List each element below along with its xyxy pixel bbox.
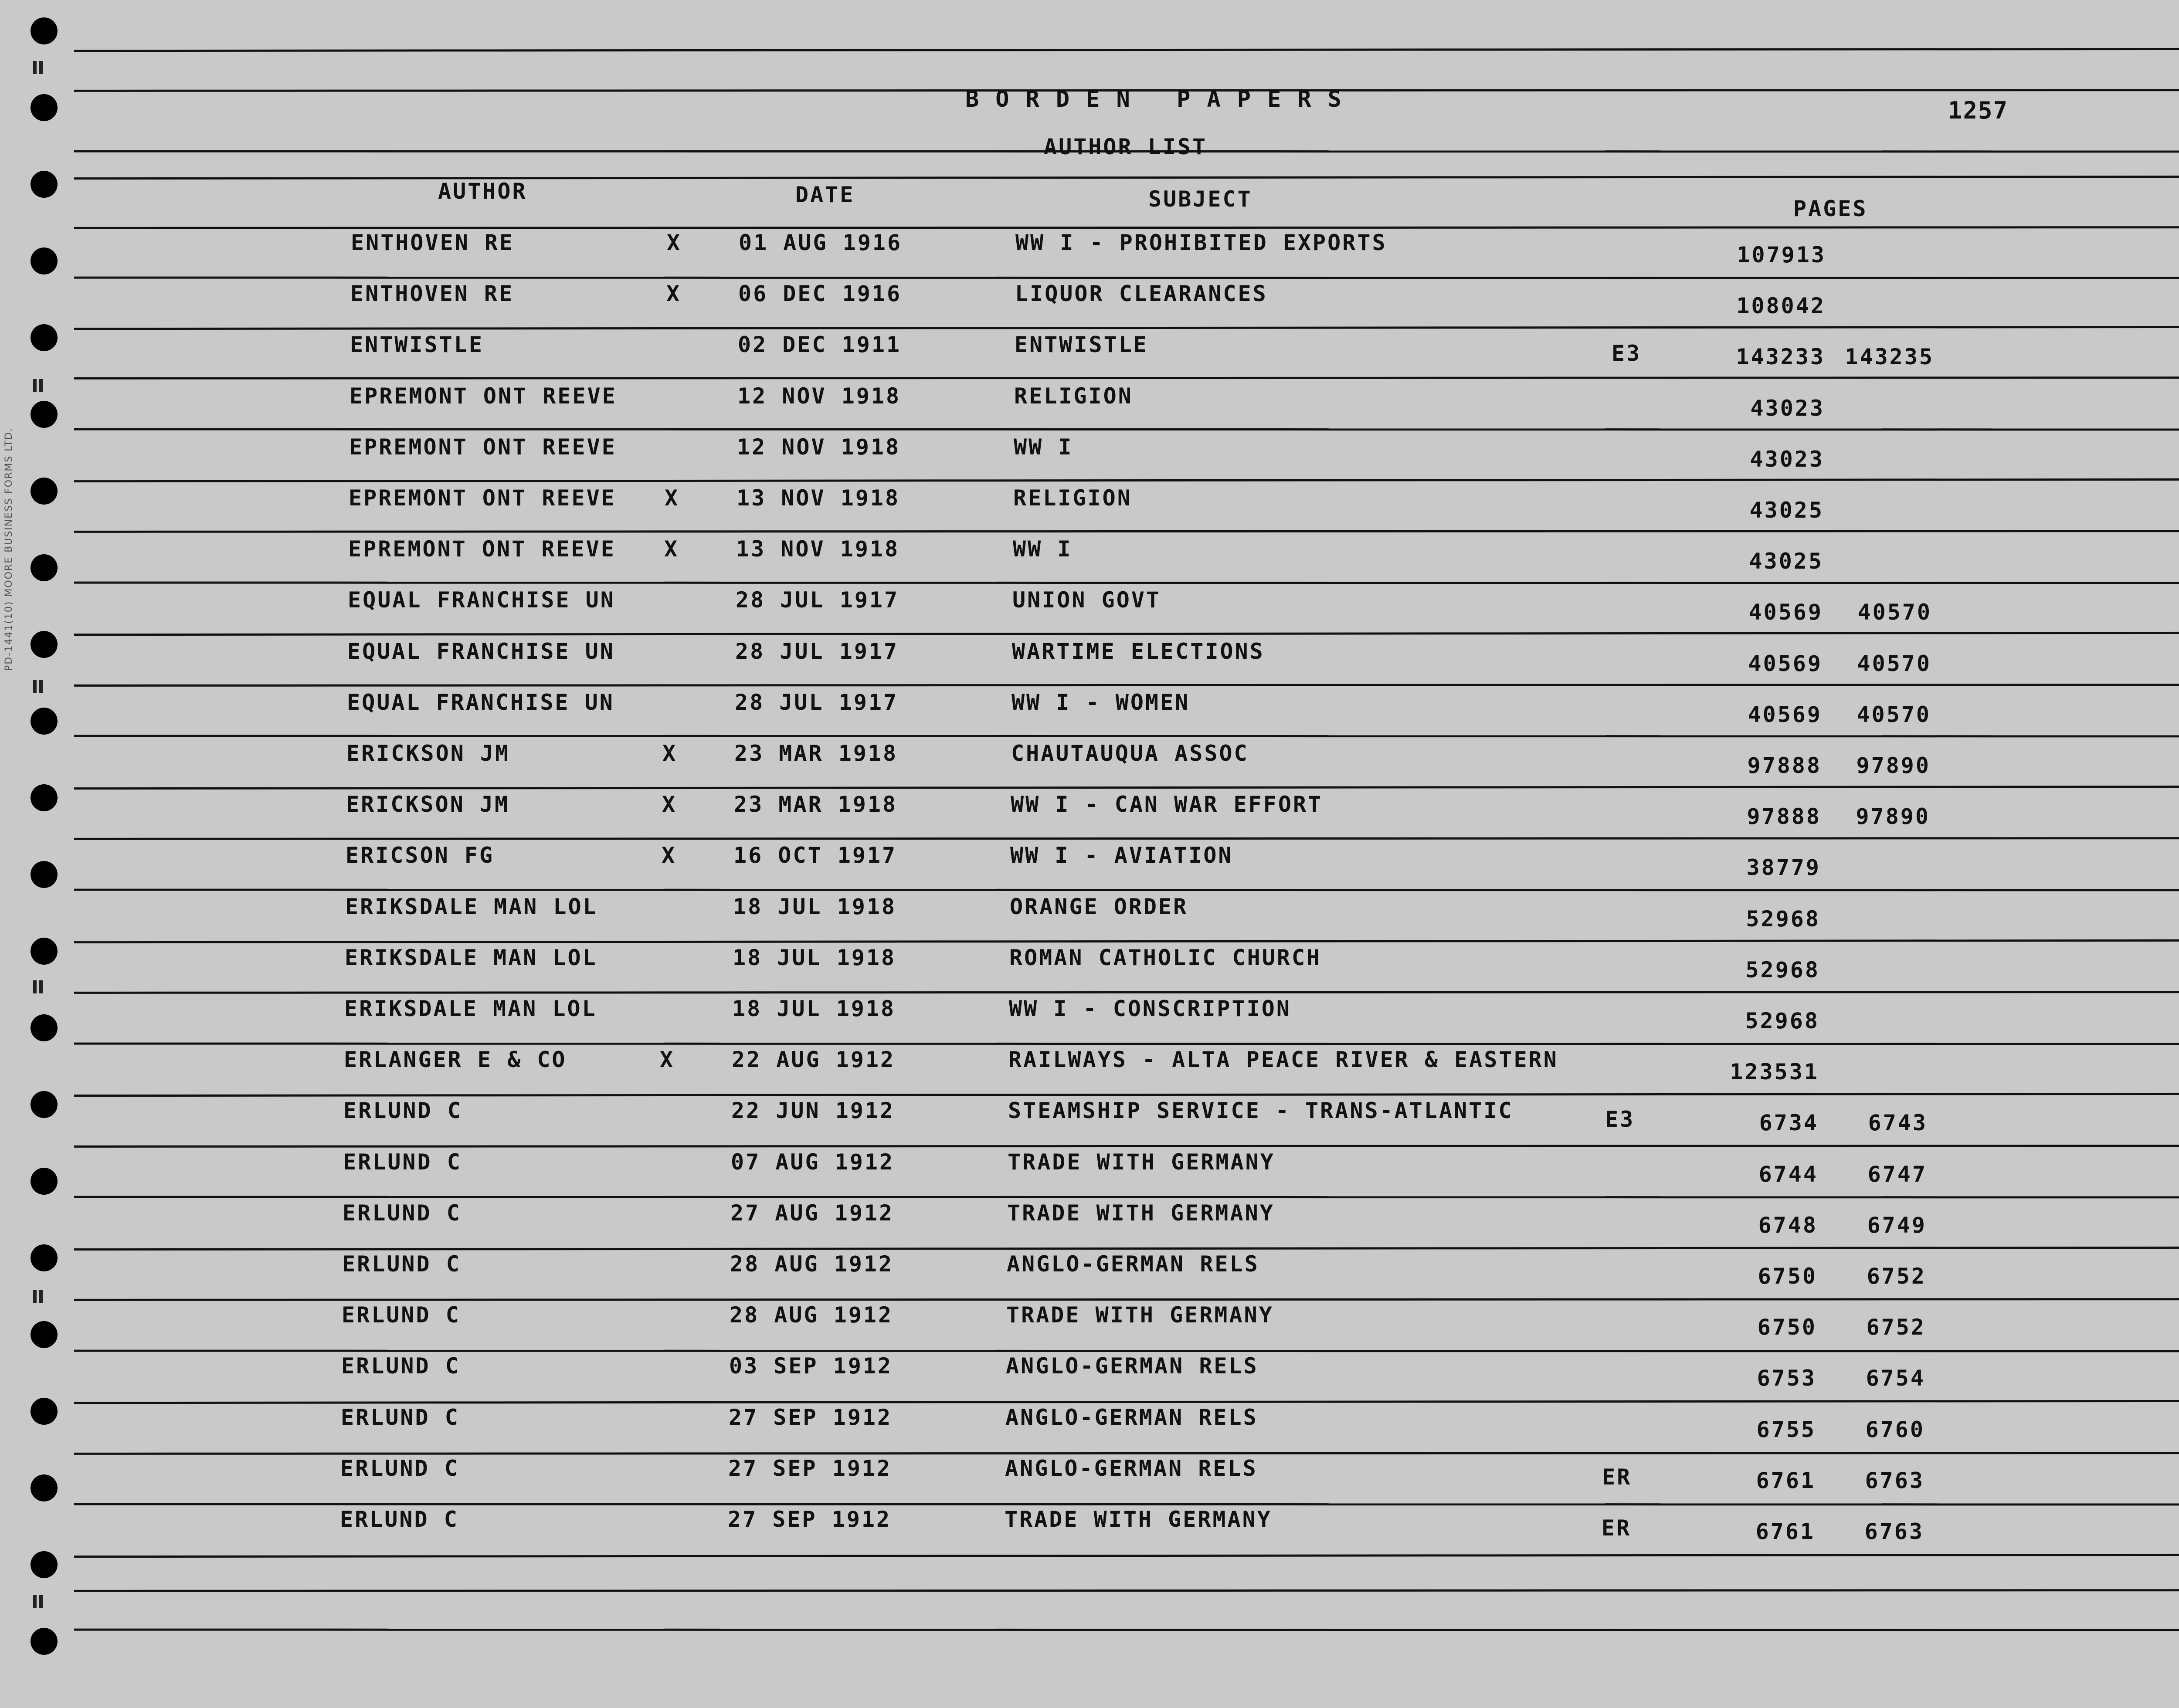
subject-cell: ANGLO-GERMAN RELS bbox=[1006, 1353, 1259, 1379]
column-header-pages: PAGES bbox=[1793, 196, 1868, 221]
subject-cell: WW I - AVIATION bbox=[1010, 843, 1233, 868]
date-cell: 27 AUG 1912 bbox=[730, 1200, 894, 1226]
subject-cell: RAILWAYS - ALTA PEACE RIVER & EASTERN bbox=[1008, 1047, 1558, 1073]
page-start-cell: 52968 bbox=[1745, 957, 1820, 983]
subject-cell: TRADE WITH GERMANY bbox=[1006, 1302, 1274, 1328]
page-start-cell: 43023 bbox=[1750, 395, 1825, 421]
ruled-line bbox=[74, 176, 2179, 180]
author-cell: ERIKSDALE MAN LOL bbox=[345, 945, 597, 970]
page-end-cell: 6752 bbox=[1866, 1315, 1926, 1340]
date-cell: 13 NOV 1918 bbox=[737, 485, 900, 511]
author-cell: ENTWISTLE bbox=[350, 332, 484, 358]
page-start-cell: 6734 bbox=[1759, 1110, 1819, 1136]
date-cell: 13 NOV 1918 bbox=[736, 536, 900, 562]
subject-cell: ORANGE ORDER bbox=[1010, 894, 1188, 919]
table-row bbox=[0, 1200, 2179, 1251]
table-row bbox=[0, 1251, 2179, 1302]
page-start-cell: 40569 bbox=[1748, 651, 1823, 676]
author-cell: ERLUND C bbox=[341, 1404, 460, 1430]
page-end-cell: 40570 bbox=[1857, 600, 1932, 625]
sprocket-hole bbox=[31, 1628, 58, 1655]
page-end-cell: 40570 bbox=[1857, 702, 1931, 727]
table-row bbox=[0, 434, 2179, 485]
table-row bbox=[0, 1047, 2179, 1098]
table-row bbox=[0, 485, 2179, 536]
table-row bbox=[0, 996, 2179, 1047]
sprocket-hole bbox=[31, 17, 58, 44]
subject-cell: CHAUTAUQUA ASSOC bbox=[1011, 741, 1249, 766]
date-cell: 23 MAR 1918 bbox=[734, 741, 898, 766]
table-row bbox=[0, 690, 2179, 741]
subject-cell: WW I bbox=[1014, 434, 1073, 460]
table-row bbox=[0, 792, 2179, 843]
date-cell: 07 AUG 1912 bbox=[731, 1149, 895, 1175]
author-cell: ERLUND C bbox=[343, 1149, 462, 1175]
sprocket-hole bbox=[31, 94, 58, 121]
date-cell: 12 NOV 1918 bbox=[737, 434, 901, 460]
page-end-cell: 97890 bbox=[1856, 753, 1931, 778]
author-cell: ERLUND C bbox=[343, 1200, 462, 1226]
page-end-cell: 6743 bbox=[1868, 1110, 1928, 1136]
date-cell: 12 NOV 1918 bbox=[737, 383, 901, 409]
author-cell: ERLUND C bbox=[340, 1455, 459, 1481]
table-row bbox=[0, 741, 2179, 792]
page-start-cell: 6753 bbox=[1757, 1366, 1816, 1391]
page-start-cell: 38779 bbox=[1746, 855, 1821, 881]
page-end-cell: 6763 bbox=[1864, 1519, 1924, 1544]
date-cell: 03 SEP 1912 bbox=[729, 1353, 893, 1379]
page-start-cell: 6755 bbox=[1756, 1417, 1816, 1442]
table-row bbox=[0, 1405, 2179, 1456]
page-end-cell: 6749 bbox=[1867, 1212, 1927, 1238]
table-row bbox=[0, 587, 2179, 638]
author-cell: EQUAL FRANCHISE UN bbox=[347, 689, 614, 715]
author-cell: EPREMONT ONT REEVE bbox=[349, 485, 616, 511]
page-end-cell: 6752 bbox=[1867, 1264, 1926, 1289]
margin-note: PD-1441(10) MOORE BUSINESS FORMS LTD. bbox=[3, 427, 14, 671]
table-row bbox=[0, 1098, 2179, 1149]
author-cell: EQUAL FRANCHISE UN bbox=[348, 587, 615, 613]
date-cell: 06 DEC 1916 bbox=[738, 281, 902, 307]
document-subtitle: AUTHOR LIST bbox=[1044, 134, 1208, 159]
author-cell: EPREMONT ONT REEVE bbox=[348, 536, 616, 562]
x-mark-cell: X bbox=[662, 741, 678, 766]
subject-cell: LIQUOR CLEARANCES bbox=[1015, 281, 1268, 307]
subject-cell: ROMAN CATHOLIC CHURCH bbox=[1009, 945, 1322, 970]
table-row bbox=[0, 894, 2179, 945]
table-row bbox=[0, 1507, 2179, 1558]
page-start-cell: 43025 bbox=[1749, 549, 1823, 574]
table-row bbox=[0, 536, 2179, 587]
date-cell: 28 JUL 1917 bbox=[735, 689, 899, 715]
page-start-cell: 6748 bbox=[1758, 1212, 1818, 1238]
page-start-cell: 6761 bbox=[1755, 1519, 1815, 1544]
author-cell: ENTHOVEN RE bbox=[351, 230, 515, 255]
x-mark-cell: X bbox=[662, 843, 677, 868]
table-row bbox=[0, 1149, 2179, 1200]
date-cell: 28 AUG 1912 bbox=[730, 1302, 893, 1328]
date-cell: 02 DEC 1911 bbox=[738, 332, 902, 358]
date-cell: 28 JUL 1917 bbox=[735, 638, 899, 664]
page-number: 1257 bbox=[1948, 97, 2009, 124]
subject-cell: ANGLO-GERMAN RELS bbox=[1005, 1455, 1258, 1481]
subject-cell: WW I - CONSCRIPTION bbox=[1009, 996, 1291, 1021]
table-row bbox=[0, 383, 2179, 434]
date-cell: 18 JUL 1918 bbox=[732, 996, 896, 1021]
subject-cell: WW I - WOMEN bbox=[1011, 689, 1190, 715]
page-end-cell: 40570 bbox=[1857, 651, 1931, 676]
ruled-line bbox=[74, 1589, 2179, 1592]
author-cell: ERLUND C bbox=[340, 1507, 459, 1532]
author-cell: ERLUND C bbox=[342, 1251, 461, 1277]
table-row bbox=[0, 1353, 2179, 1404]
document-title: BORDEN PAPERS bbox=[965, 86, 1358, 112]
subject-cell: TRADE WITH GERMANY bbox=[1007, 1200, 1275, 1226]
x-mark-cell: X bbox=[667, 230, 682, 255]
page-start-cell: 107913 bbox=[1737, 242, 1826, 268]
x-mark-cell: X bbox=[662, 792, 677, 817]
subject-cell: TRADE WITH GERMANY bbox=[1005, 1507, 1272, 1532]
code-cell: E3 bbox=[1605, 1107, 1635, 1132]
author-cell: EPREMONT ONT REEVE bbox=[349, 434, 617, 460]
perforation-mark bbox=[32, 61, 44, 74]
table-row bbox=[0, 945, 2179, 996]
author-cell: ERICKSON JM bbox=[346, 792, 510, 817]
ruled-line bbox=[74, 1629, 2179, 1631]
sprocket-hole bbox=[31, 171, 58, 198]
date-cell: 16 OCT 1917 bbox=[733, 843, 897, 868]
ruled-line bbox=[74, 48, 2179, 52]
x-mark-cell: X bbox=[665, 485, 680, 511]
subject-cell: STEAMSHIP SERVICE - TRANS-ATLANTIC bbox=[1008, 1098, 1514, 1124]
author-cell: EQUAL FRANCHISE UN bbox=[347, 638, 615, 664]
date-cell: 23 MAR 1918 bbox=[734, 792, 898, 817]
page-start-cell: 97888 bbox=[1747, 753, 1822, 778]
table-row bbox=[0, 639, 2179, 690]
page-end-cell: 6763 bbox=[1865, 1467, 1924, 1493]
subject-cell: WW I - PROHIBITED EXPORTS bbox=[1015, 230, 1387, 255]
date-cell: 22 AUG 1912 bbox=[732, 1047, 896, 1073]
page-start-cell: 40569 bbox=[1748, 600, 1823, 625]
code-cell: E3 bbox=[1612, 341, 1642, 366]
x-mark-cell: X bbox=[660, 1047, 675, 1073]
ruled-line bbox=[74, 226, 2179, 229]
page-start-cell: 43023 bbox=[1750, 446, 1824, 472]
author-cell: ERIKSDALE MAN LOL bbox=[344, 996, 597, 1021]
column-header-subject: SUBJECT bbox=[1148, 186, 1252, 212]
page-end-cell: 6747 bbox=[1867, 1161, 1927, 1187]
date-cell: 01 AUG 1916 bbox=[739, 230, 903, 255]
page-start-cell: 108042 bbox=[1736, 293, 1826, 319]
author-cell: ERLUND C bbox=[342, 1302, 461, 1328]
subject-cell: UNION GOVT bbox=[1012, 587, 1161, 613]
subject-cell: WW I - CAN WAR EFFORT bbox=[1011, 792, 1323, 817]
subject-cell: TRADE WITH GERMANY bbox=[1008, 1149, 1275, 1175]
code-cell: ER bbox=[1602, 1515, 1632, 1541]
column-header-author: AUTHOR bbox=[438, 179, 527, 204]
page-end-cell: 97890 bbox=[1856, 804, 1930, 830]
page-end-cell: 143235 bbox=[1845, 344, 1934, 370]
page-start-cell: 6750 bbox=[1758, 1264, 1817, 1289]
perforation-mark bbox=[32, 1595, 44, 1608]
table-row bbox=[0, 230, 2179, 281]
author-cell: ERICSON FG bbox=[346, 843, 495, 868]
subject-cell: ANGLO-GERMAN RELS bbox=[1007, 1251, 1259, 1277]
column-header-date: DATE bbox=[795, 182, 855, 207]
page-start-cell: 143233 bbox=[1736, 344, 1825, 370]
page-start-cell: 40569 bbox=[1748, 702, 1822, 727]
code-cell: ER bbox=[1602, 1464, 1632, 1490]
page-end-cell: 6760 bbox=[1865, 1417, 1925, 1442]
date-cell: 18 JUL 1918 bbox=[733, 894, 897, 919]
subject-cell: ANGLO-GERMAN RELS bbox=[1005, 1404, 1258, 1430]
author-cell: ERLANGER E & CO bbox=[344, 1047, 567, 1073]
subject-cell: WW I bbox=[1013, 536, 1073, 562]
page-start-cell: 43025 bbox=[1749, 498, 1824, 523]
subject-cell: ENTWISTLE bbox=[1015, 332, 1148, 358]
table-row bbox=[0, 1456, 2179, 1507]
x-mark-cell: X bbox=[664, 536, 679, 562]
subject-cell: RELIGION bbox=[1013, 485, 1132, 511]
table-row bbox=[0, 332, 2179, 383]
author-cell: ERLUND C bbox=[343, 1098, 462, 1124]
author-cell: ERIKSDALE MAN LOL bbox=[345, 894, 598, 919]
page-start-cell: 6761 bbox=[1756, 1467, 1816, 1493]
date-cell: 27 SEP 1912 bbox=[729, 1404, 893, 1430]
table-row bbox=[0, 281, 2179, 332]
x-mark-cell: X bbox=[666, 281, 682, 307]
date-cell: 22 JUN 1912 bbox=[731, 1098, 895, 1124]
page-start-cell: 6750 bbox=[1757, 1315, 1817, 1340]
page-end-cell: 6754 bbox=[1866, 1366, 1925, 1391]
date-cell: 18 JUL 1918 bbox=[733, 945, 896, 970]
author-cell: ENTHOVEN RE bbox=[350, 281, 514, 307]
table-row bbox=[0, 843, 2179, 894]
date-cell: 27 SEP 1912 bbox=[728, 1455, 892, 1481]
page-start-cell: 6744 bbox=[1758, 1161, 1818, 1187]
subject-cell: WARTIME ELECTIONS bbox=[1012, 638, 1265, 664]
page-start-cell: 123531 bbox=[1730, 1059, 1819, 1085]
author-cell: ERICKSON JM bbox=[346, 741, 510, 766]
page-start-cell: 52968 bbox=[1746, 906, 1820, 932]
date-cell: 27 SEP 1912 bbox=[728, 1507, 892, 1532]
author-cell: ERLUND C bbox=[341, 1353, 460, 1379]
author-cell: EPREMONT ONT REEVE bbox=[350, 383, 617, 409]
date-cell: 28 JUL 1917 bbox=[736, 587, 899, 613]
table-row bbox=[0, 1302, 2179, 1353]
date-cell: 28 AUG 1912 bbox=[730, 1251, 894, 1277]
page-start-cell: 97888 bbox=[1747, 804, 1821, 830]
page-start-cell: 52968 bbox=[1745, 1008, 1819, 1034]
subject-cell: RELIGION bbox=[1014, 383, 1133, 409]
